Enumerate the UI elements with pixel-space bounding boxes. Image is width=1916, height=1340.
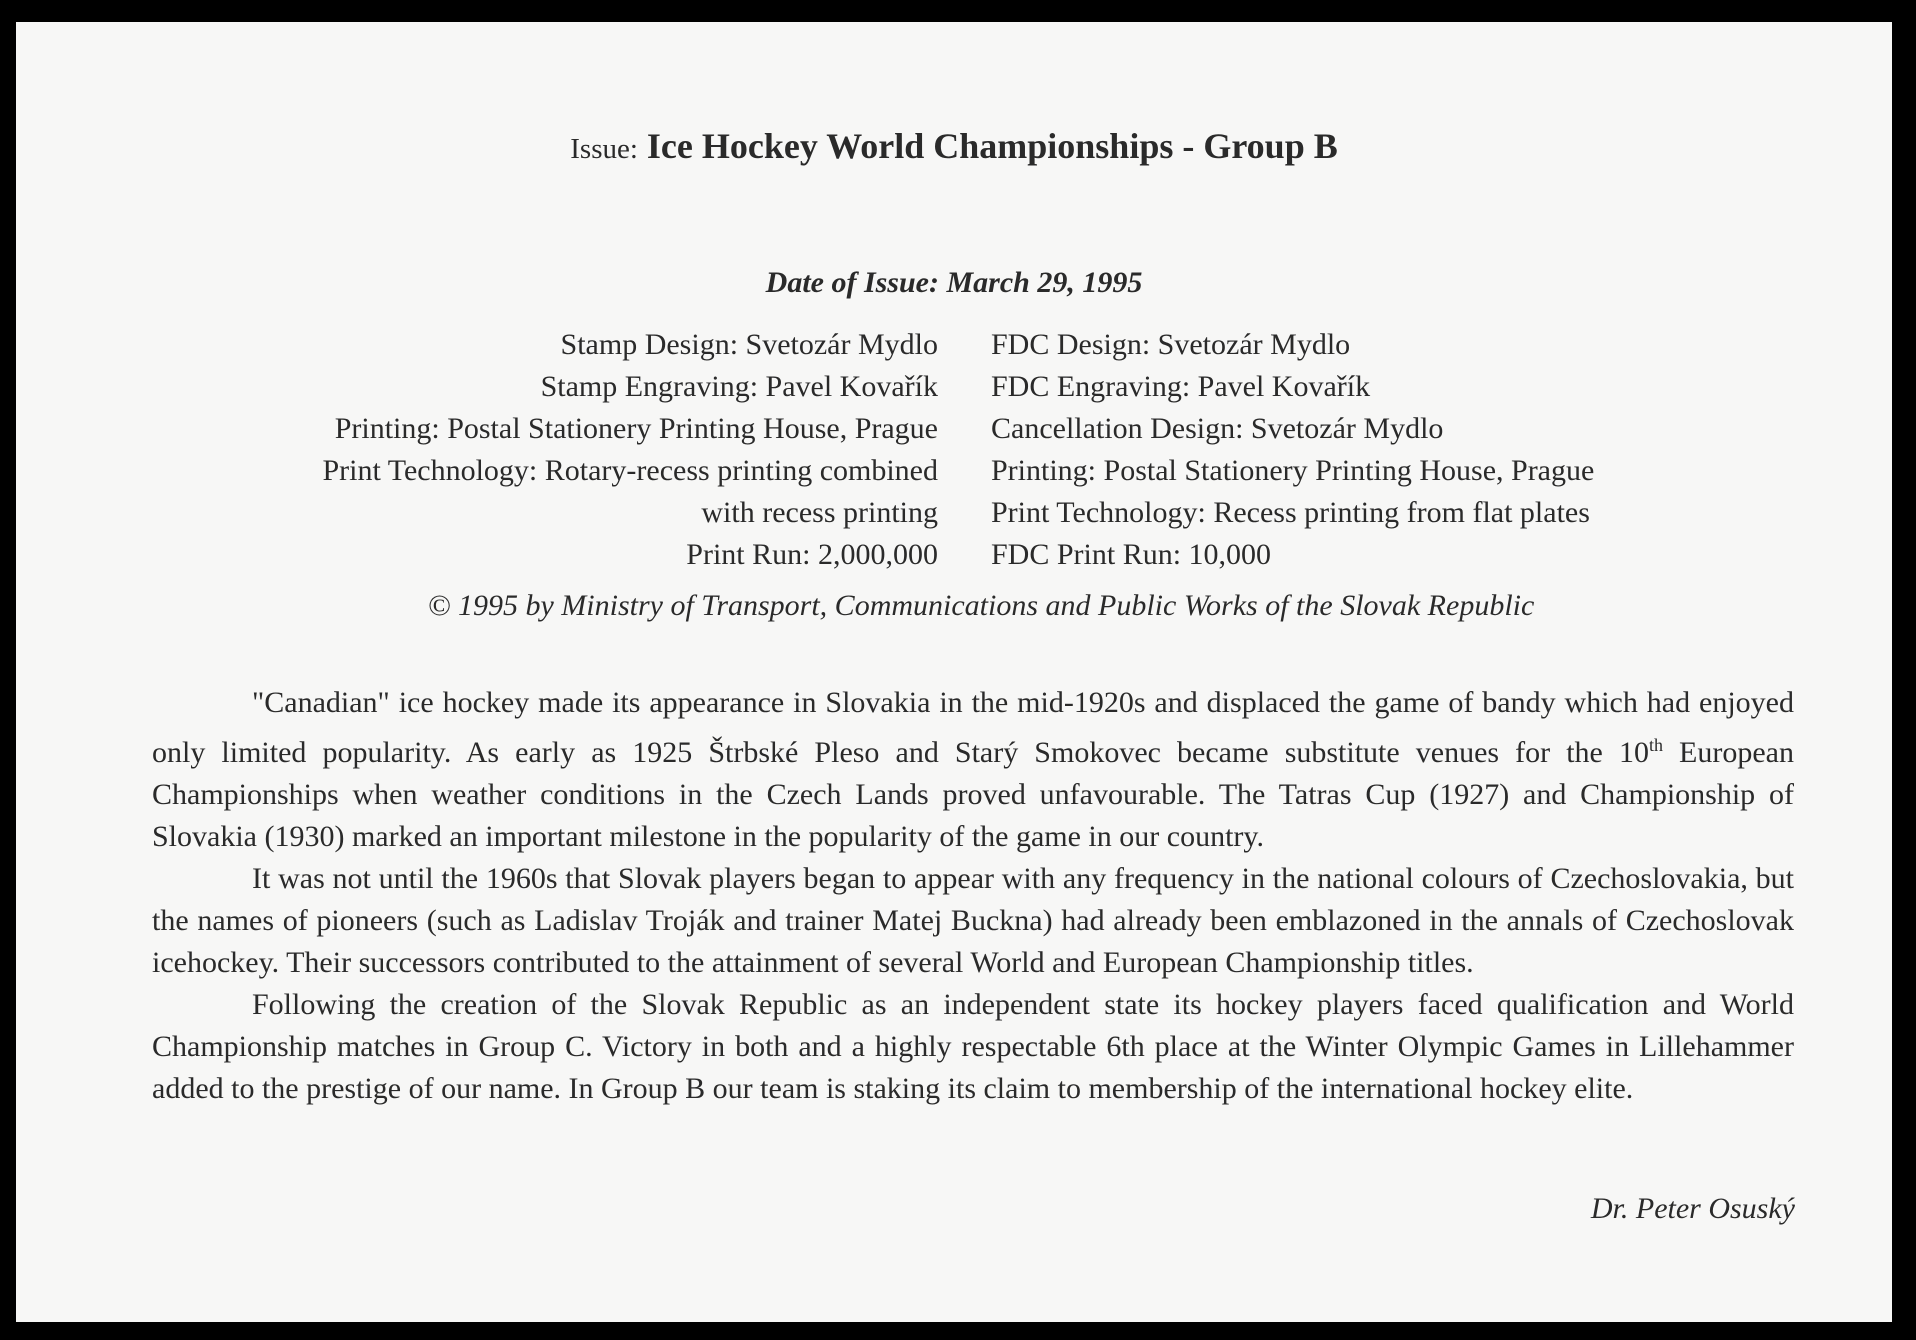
- paragraph-text: "Canadian" ice hockey made its appearance in Slovakia in the mid-1920s and displaced the game of bandy which had enjoyed only limited popularity. As early as 1925 Štrbské Pleso and Starý Smokovec became substitute venues for the 10: [152, 686, 1794, 769]
- fdc-credits: [991, 324, 1811, 576]
- fdc-credit-line: FDC Engraving: Pavel Kovařík: [991, 370, 1371, 403]
- stamp-credit-line: Printing: Postal Stationery Printing House, Prague: [334, 412, 938, 445]
- fdc-credit-line: Printing: Postal Stationery Printing House, Prague: [991, 454, 1595, 487]
- body-paragraph: Following the creation of the Slovak Republic as an independent state its hockey players faced qualification and World Championship matches in Group C. Victory in both and a highly respectable 6th place at the Winter Olympic Games in Lillehammer added to the prestige of our name. In Group B our team is staking its claim to membership of the international hockey elite.: [152, 988, 1794, 1105]
- issue-title: Ice Hockey World Championships - Group B: [646, 126, 1338, 166]
- fdc-credit-line: FDC Print Run: 10,000: [991, 538, 1272, 571]
- date-of-issue: Date of Issue: March 29, 1995: [765, 266, 1143, 299]
- fdc-credit-line: Cancellation Design: Svetozár Mydlo: [991, 412, 1444, 445]
- author-signature: Dr. Peter Osuský: [1590, 1192, 1795, 1225]
- stamp-credit-line: Stamp Engraving: Pavel Kovařík: [540, 370, 938, 403]
- document-sheet: [16, 22, 1892, 1322]
- stamp-credit-line: Print Technology: Rotary-recess printing combined: [322, 454, 938, 487]
- ordinal-superscript: th: [1648, 735, 1663, 755]
- stamp-credit-line: Print Run: 2,000,000: [686, 538, 938, 571]
- issue-heading: [16, 125, 1892, 167]
- copyright-notice: © 1995 by Ministry of Transport, Communications and Public Works of the Slovak Republic: [427, 589, 1535, 622]
- fdc-credit-line: FDC Design: Svetozár Mydlo: [991, 328, 1351, 361]
- article-body: [152, 682, 1794, 1110]
- body-paragraph: [152, 682, 1794, 858]
- stamp-credits: [138, 324, 938, 576]
- issue-prefix: Issue:: [570, 133, 638, 165]
- stamp-credit-line: Stamp Design: Svetozár Mydlo: [560, 328, 938, 361]
- paragraph-text: European Championships when weather conditions in the Czech Lands proved unfavourable. The Tatras Cup (1927) and Championship of Slovakia (1930) marked an important milestone in the popularity of the game in our country.: [152, 736, 1794, 853]
- body-paragraph: It was not until the 1960s that Slovak players began to appear with any frequency in the national colours of Czechoslovakia, but the names of pioneers (such as Ladislav Troják and trainer Matej Buckna) had already been emblazoned in the annals of Czechoslovak icehockey. Their successors contributed to the attainment of several World and European Championship titles.: [152, 862, 1794, 979]
- fdc-credit-line: Print Technology: Recess printing from flat plates: [991, 496, 1590, 529]
- stamp-credit-line: with recess printing: [701, 496, 938, 529]
